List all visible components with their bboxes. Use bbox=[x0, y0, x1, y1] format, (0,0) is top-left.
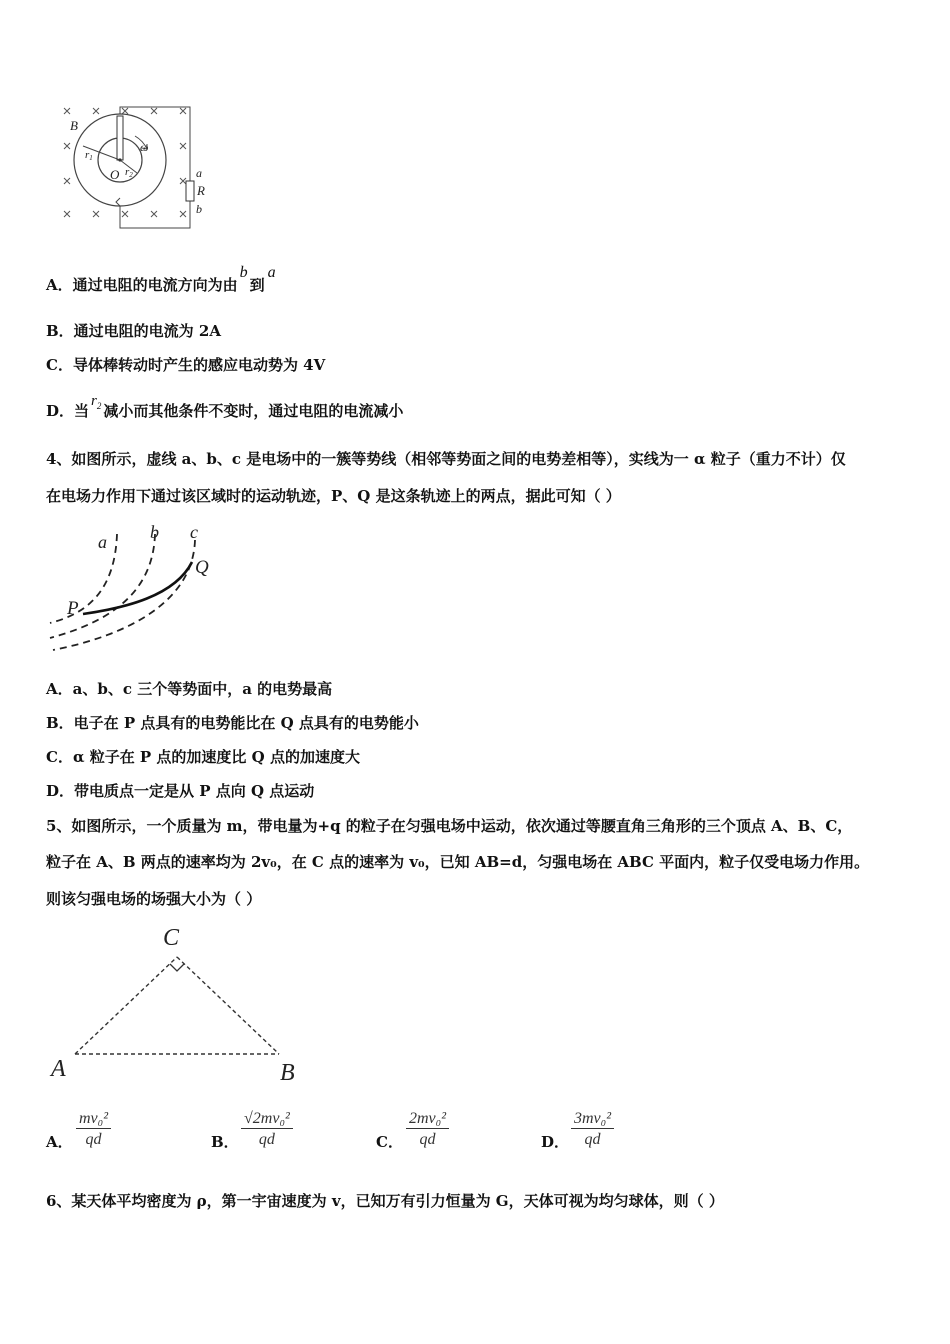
q3-option-b: B．通过电阻的电流为 2A bbox=[46, 322, 221, 340]
q5-option-b-letter: B． bbox=[211, 1133, 239, 1151]
field-crosses bbox=[64, 108, 186, 217]
q5-option-a-fraction: $\frac{\text{mv₀²}}{qd}$ bbox=[76, 1110, 111, 1149]
label-a: a bbox=[196, 166, 202, 180]
label-B: B bbox=[70, 118, 78, 133]
side-AC bbox=[75, 957, 177, 1054]
q4-option-c: C．α 粒子在 P 点的加速度比 Q 点的加速度大 bbox=[46, 748, 360, 766]
resistor bbox=[186, 181, 194, 201]
label-R: R bbox=[197, 183, 205, 198]
vertex-A: A bbox=[51, 1056, 66, 1082]
conductor-rod bbox=[117, 116, 123, 160]
label-c: c bbox=[190, 522, 198, 542]
particle-trajectory bbox=[83, 562, 192, 614]
q4-stem-line2: 在电场力作用下通过该区域时的运动轨迹，P、Q 是这条轨迹上的两点，据此可知（ ） bbox=[46, 487, 621, 505]
q5-stem-line1: 5、如图所示，一个质量为 m，带电量为+q 的粒子在匀强电场中运动，依次通过等腰直角三角形的三个顶点 A、B、C， bbox=[46, 817, 853, 835]
q5-option-b-fraction: $\frac{\text{√2mv₀²}}{qd}$ bbox=[241, 1110, 293, 1149]
q6-stem: 6、某天体平均密度为 ρ，第一宇宙速度为 v，已知万有引力恒量为 G，天体可视为均匀球体，则（ ） bbox=[46, 1192, 724, 1210]
label-a: a bbox=[98, 532, 107, 552]
label-b: b bbox=[150, 522, 159, 542]
q4-figure bbox=[45, 518, 230, 653]
label-r1: r1 bbox=[85, 149, 93, 162]
wire-top bbox=[120, 107, 190, 181]
equipotential-c bbox=[53, 540, 195, 650]
q3-option-d: D．当$r_2$ 减小而其他条件不变时，通过电阻的电流减小 bbox=[46, 393, 404, 420]
q4-option-b: B．电子在 P 点具有的电势能比在 Q 点具有的电势能小 bbox=[46, 714, 419, 732]
label-r2: r2 bbox=[125, 166, 133, 179]
label-P: P bbox=[67, 598, 79, 619]
q4-stem-line1: 4、如图所示，虚线 a、b、c 是电场中的一簇等势线（相邻等势面之间的电势差相等），实线为一 α 粒子（重力不计）仅 bbox=[46, 450, 846, 468]
q4-option-d: D．带电质点一定是从 P 点向 Q 点运动 bbox=[46, 782, 315, 800]
vertex-B: B bbox=[280, 1060, 295, 1086]
vertex-C: C bbox=[163, 925, 180, 951]
q3-figure bbox=[55, 103, 225, 233]
q3-option-c: C．导体棒转动时产生的感应电动势为 4V bbox=[46, 356, 326, 374]
q4-option-a: A．a、b、c 三个等势面中，a 的电势最高 bbox=[46, 680, 333, 698]
q5-option-c-fraction: $\frac{\text{2mv₀²}}{qd}$ bbox=[406, 1110, 449, 1149]
q5-stem-line3: 则该匀强电场的场强大小为（ ） bbox=[46, 890, 262, 908]
label-Q: Q bbox=[195, 557, 209, 578]
q5-option-c-letter: C． bbox=[376, 1133, 403, 1151]
q5-option-d-fraction: $\frac{\text{3mv₀²}}{qd}$ bbox=[571, 1110, 614, 1149]
q5-option-a-letter: A． bbox=[46, 1133, 73, 1151]
q5-stem-line2: 粒子在 A、B 两点的速率均为 2v₀，在 C 点的速率为 v₀，已知 AB=d，匀强电场在 ABC 平面内，粒子仅受电场力作用。 bbox=[46, 853, 870, 871]
label-O: O bbox=[110, 167, 120, 182]
q5-figure bbox=[45, 920, 315, 1090]
q3-option-a: A．通过电阻的电流方向为由b到a bbox=[46, 264, 276, 294]
q5-option-d-letter: D． bbox=[541, 1133, 570, 1151]
label-b: b bbox=[196, 202, 202, 216]
right-angle-mark bbox=[170, 964, 184, 971]
side-BC bbox=[177, 957, 279, 1054]
label-omega: ω bbox=[140, 140, 149, 154]
